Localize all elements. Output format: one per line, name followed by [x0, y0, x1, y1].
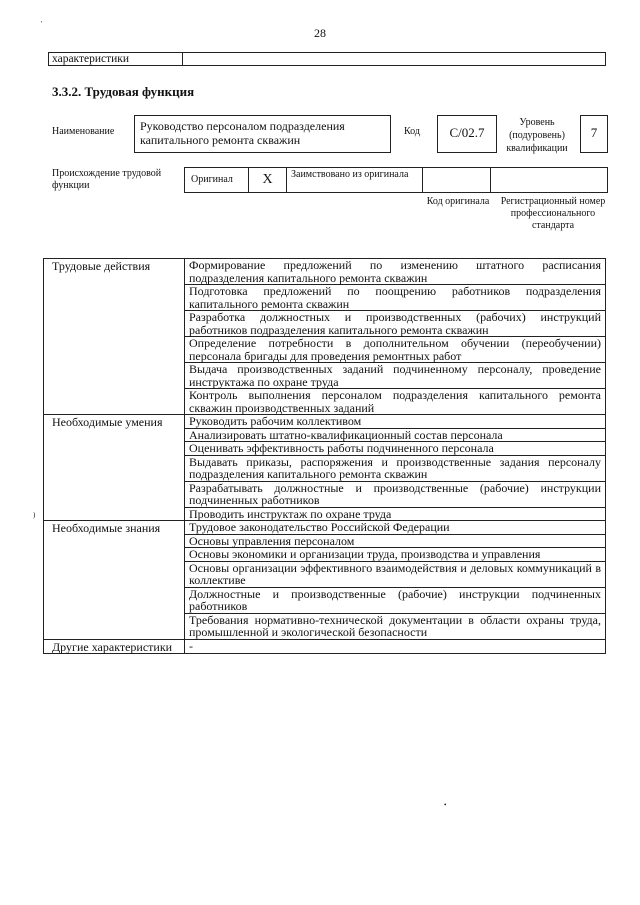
requirement-item: Выдавать приказы, распоряжения и производственные задания персоналу подразделения капитального ремонта скважин — [185, 455, 606, 481]
requirement-item: Основы управления персоналом — [185, 534, 606, 548]
function-details-table — [43, 258, 606, 654]
requirement-item: Основы экономики и организации труда, производства и управления — [185, 548, 606, 562]
function-code-value: С/02.7 — [437, 115, 497, 153]
name-label: Наименование — [52, 126, 115, 137]
origin-table — [184, 167, 608, 193]
requirement-item: Руководить рабочим коллективом — [185, 415, 606, 429]
reg-number-label: Регистрационный номер профессионального стандарта — [500, 196, 606, 231]
table-row — [44, 259, 606, 285]
qualification-level-label: Уровень (подуровень) квалификации — [506, 117, 568, 154]
requirement-item: Контроль выполнения персоналом подразделения капитального ремонта скважин производственных заданий — [185, 389, 606, 415]
borrowed-label: Заимствовано из оригинала — [287, 168, 423, 192]
function-name-value: Руководство персоналом подразделения капитального ремонта скважин — [134, 115, 391, 153]
requirement-item: Требования нормативно-технической документации в области охраны труда, промышленной и экологической безопасности — [185, 613, 606, 639]
scan-dot-mark: ' — [41, 20, 43, 28]
category-label: Другие характеристики — [44, 639, 185, 654]
requirement-item: Оценивать эффективность работы подчиненного персонала — [185, 442, 606, 456]
table-row — [44, 521, 606, 535]
table-row — [44, 415, 606, 429]
scan-dot-mark: • — [444, 801, 447, 809]
category-label: Необходимые умения — [44, 415, 185, 521]
table-row — [44, 639, 606, 654]
code-label: Код — [404, 126, 420, 137]
original-label: Оригинал — [185, 168, 249, 192]
category-label: Трудовые действия — [44, 259, 185, 415]
scan-dot-mark: ) — [33, 511, 36, 519]
requirement-item: Определение потребности в дополнительном обучении (переобучении) персонала бригады для проведения ремонтных работ — [185, 337, 606, 363]
category-label: Необходимые знания — [44, 521, 185, 640]
previous-table-tail — [48, 52, 606, 66]
requirement-item: Трудовое законодательство Российской Федерации — [185, 521, 606, 535]
qualification-level-value: 7 — [580, 115, 608, 153]
section-title: 3.3.2. Трудовая функция — [52, 84, 195, 99]
requirement-item: Анализировать штатно-квалификационный состав персонала — [185, 428, 606, 442]
requirement-item: Разрабатывать должностные и производственные (рабочие) инструкции подчиненных работников — [185, 481, 606, 507]
original-code-cell — [423, 168, 491, 192]
reg-number-cell — [491, 168, 607, 192]
original-mark: X — [249, 168, 287, 192]
requirement-item: Проводить инструктаж по охране труда — [185, 507, 606, 521]
requirement-item: Основы организации эффективного взаимодействия и деловых коммуникаций в коллективе — [185, 561, 606, 587]
requirement-item: Формирование предложений по изменению штатного расписания подразделения капитального ремонта скважин — [185, 259, 606, 285]
requirement-item: Подготовка предложений по поощрению работников подразделения капитального ремонта скважин — [185, 285, 606, 311]
page-number: 28 — [314, 26, 326, 40]
requirement-item: Выдача производственных заданий подчиненному персоналу, проведение инструктажа по охране труда — [185, 363, 606, 389]
requirement-item: Разработка должностных и производственных (рабочих) инструкций работников подразделения капитального ремонта скважин — [185, 311, 606, 337]
requirement-item: Должностные и производственные (рабочие) инструкции подчиненных работников — [185, 587, 606, 613]
requirement-item: - — [185, 639, 606, 654]
original-code-label: Код оригинала — [426, 196, 490, 207]
origin-label: Происхождение трудовой функции — [52, 168, 162, 191]
previous-table-label: характеристики — [49, 53, 183, 65]
